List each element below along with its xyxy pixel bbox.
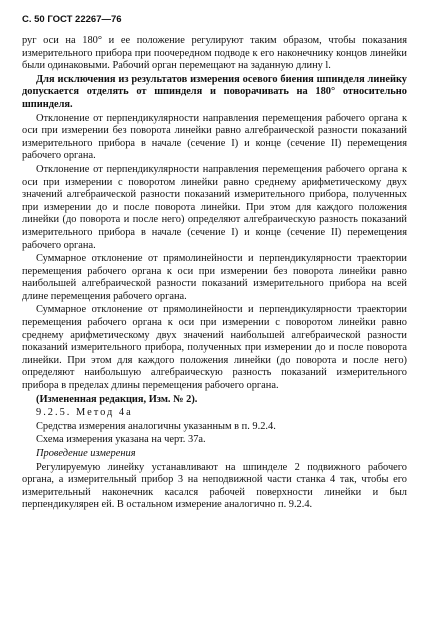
paragraph-scheme: Схема измерения указана на черт. 37а. bbox=[36, 434, 206, 446]
paragraph-5: Суммарное отклонение от прямолинейности и перпендикулярности траектории перемещения рабочего органа к оси при измерении без поворота линейки равно наибольшей алгебраической разности показаний измерительного прибора на всей длине перемещения рабочего органа. bbox=[22, 253, 407, 302]
paragraph-instruments: Средства измерения аналогичны указанным в п. 9.2.4. bbox=[36, 420, 276, 432]
paragraph-4: Отклонение от перпендикулярности направления перемещения рабочего органа к оси при измерении с поворотом линейки равно среднему арифметическому двух значений алгебраической разности показаний измерительного прибора, полученных при измерении до и после поворота линейки. При этом для каждого положения линейки (до поворота и после него) определяют алгебраическую разность показаний измерительного прибора в начале (сечение I) и конце (сечение II) перемещения рабочего органа. bbox=[22, 163, 407, 251]
paragraph-3: Отклонение от перпендикулярности направления перемещения рабочего органа к оси при измерении без поворота линейки равно алгебраической разности показаний измерительного прибора в начале (сечение I) и конце (сечение II) перемещения рабочего органа. bbox=[22, 112, 407, 162]
amendment-note: (Измененная редакция, Изм. № 2). bbox=[36, 393, 198, 405]
paragraph-6: Суммарное отклонение от прямолинейности и перпендикулярности траектории перемещения рабочего органа к оси при измерении с поворотом линейки равно среднему арифметическому двух значений наибольшей алгебраической разности показаний измерительного прибора, полученных при измерении до и после поворота линейки. При этом для каждого положения линейки (до поворота и после него) определяют наибольшую алгебраическую разность показаний измерительного прибора в пределах длины перемещения рабочего органа. bbox=[22, 304, 407, 392]
page-header: С. 50 ГОСТ 22267—76 bbox=[22, 14, 122, 25]
document-body bbox=[22, 35, 407, 512]
section-heading-9-2-5: 9.2.5. Метод 4а bbox=[36, 407, 133, 419]
paragraph-2: Для исключения из результатов измерения осевого биения шпинделя линейку допускается отделять от шпинделя и поворачивать на 180° относительно шпинделя. bbox=[22, 73, 407, 110]
paragraph-procedure: Регулируемую линейку устанавливают на шпинделе 2 подвижного рабочего органа, а измерительный прибор 3 на неподвижной части станка 4 так, чтобы его измерительный наконечник касался рабочей поверхности линейки и был перпендикулярен ей. В остальном измерение аналогично п. 9.2.4. bbox=[22, 461, 407, 511]
subheading-procedure: Проведение измерения bbox=[36, 448, 136, 459]
paragraph-1: руг оси на 180° и ее положение регулируют таким образом, чтобы показания измерительного прибора при поочередном подводе к его наконечнику концов линейки были одинаковыми. Рабочий орган перемещают на заданную длину l. bbox=[22, 35, 407, 72]
